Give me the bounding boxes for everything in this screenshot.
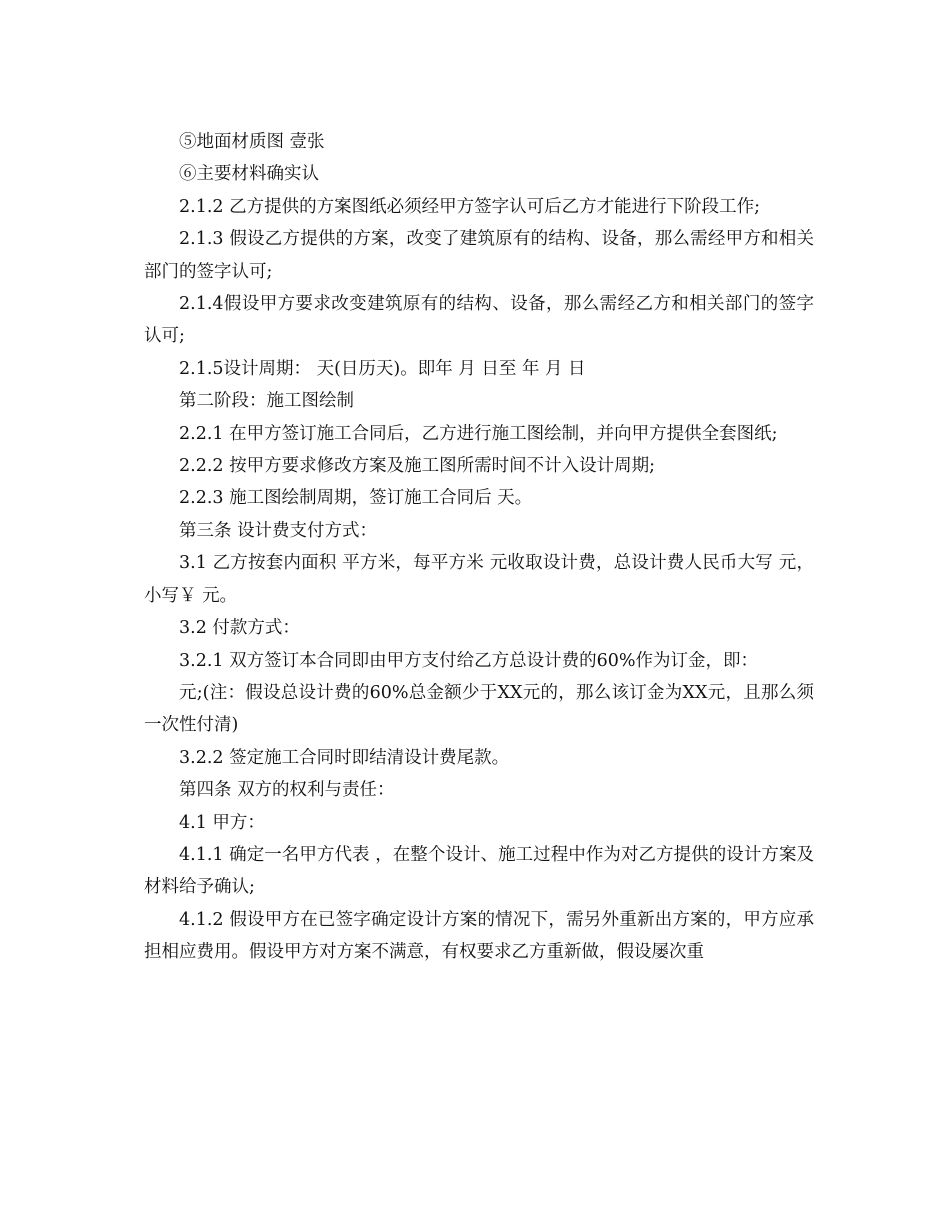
- paragraph-14: 3.2.1 双方签订本合同即由甲方支付给乙方总设计费的60%作为订金，即：: [179, 650, 758, 671]
- section-heading-stage-2: 第二阶段：施工图绘制: [179, 391, 354, 412]
- paragraph-19: 4.1.1 确定一名甲方代表 ，在整个设计、施工过程中作为对乙方提供的设计方案及材料给予确认;: [144, 844, 814, 898]
- paragraph-10: 2.2.3 施工图绘制周期，签订施工合同后 天。: [179, 488, 533, 509]
- paragraph-15: 元;(注：假设总设计费的60%总金额少于XX元的，那么该订金为XX元，且那么须一次性付清): [144, 682, 814, 736]
- paragraph-18: 4.1 甲方：: [179, 812, 265, 833]
- paragraph-12: 3.1 乙方按套内面积 平方米，每平方米 元收取设计费，总设计费人民币大写 元，小写￥ 元。: [144, 553, 814, 606]
- paragraph-16: 3.2.2 签定施工合同时即结清设计费尾款。: [179, 747, 510, 768]
- document-body: [144, 126, 814, 969]
- paragraph-6: 2.1.5设计周期： 天(日历天)。即年 月 日至 年 月 日: [179, 358, 586, 379]
- paragraph-2: ⑥主要材料确实认: [179, 164, 319, 185]
- paragraph-20: 4.1.2 假设甲方在已签字确定设计方案的情况下，需另外重新出方案的，甲方应承担相应费用。假设甲方对方案不满意，有权要求乙方重新做，假设屡次重: [144, 909, 814, 963]
- paragraph-3: 2.1.2 乙方提供的方案图纸必须经甲方签字认可后乙方才能进行下阶段工作;: [179, 196, 760, 217]
- paragraph-8: 2.2.1 在甲方签订施工合同后，乙方进行施工图绘制，并向甲方提供全套图纸;: [179, 423, 778, 444]
- paragraph-1: ⑤地面材质图 壹张: [179, 132, 325, 152]
- paragraph-5: 2.1.4假设甲方要求改变建筑原有的结构、设备，那么需经乙方和相关部门的签字认可;: [144, 294, 814, 347]
- section-heading-article-3: 第三条 设计费支付方式：: [179, 520, 378, 541]
- paragraph-4: 2.1.3 假设乙方提供的方案，改变了建筑原有的结构、设备，那么需经甲方和相关部门的签字认可;: [144, 229, 814, 282]
- paragraph-9: 2.2.2 按甲方要求修改方案及施工图所需时间不计入设计周期;: [179, 456, 655, 477]
- section-heading-article-4: 第四条 双方的权利与责任：: [179, 780, 395, 801]
- paragraph-13: 3.2 付款方式：: [179, 618, 300, 639]
